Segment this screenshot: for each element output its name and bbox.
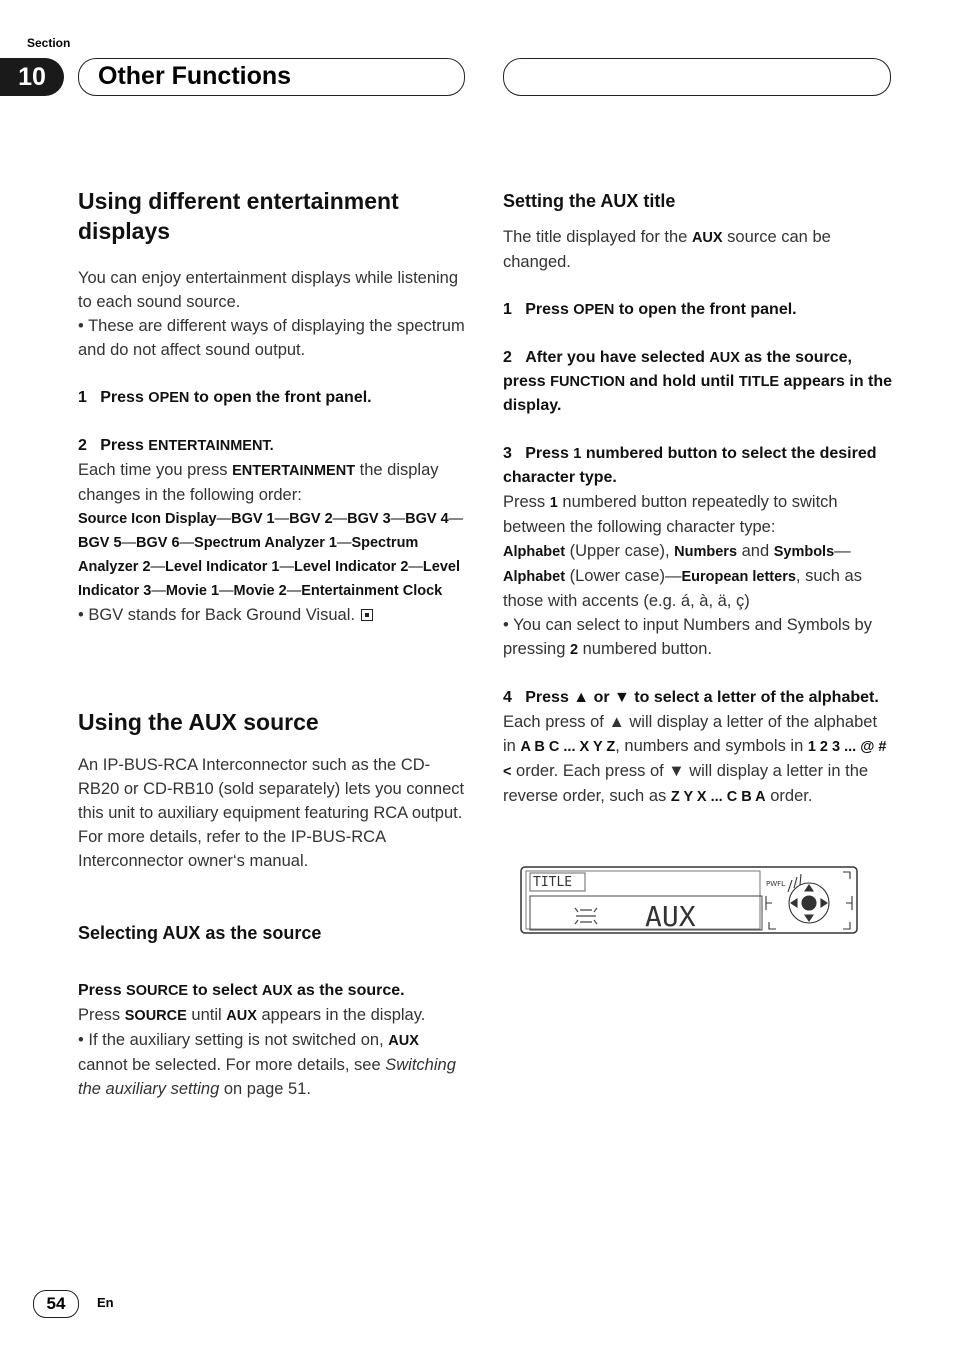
section-label: Section bbox=[27, 36, 71, 50]
sequence-separator: — bbox=[390, 511, 406, 527]
sequence-separator: — bbox=[448, 511, 464, 527]
lcd-main-text: AUX bbox=[645, 900, 696, 933]
title-step-4-body: Each press of ▲ will display a letter of the alphabet in A B C ... X Y Z, numbers and symbols in 1 2 3 ... @ # < order. Each press of ▼ will display a letter in the reverse order, such as Z Y X ... C B A order. bbox=[503, 713, 887, 805]
display-sequence bbox=[78, 507, 468, 603]
bgv-note: • BGV stands for Back Ground Visual. bbox=[78, 603, 468, 627]
aux-body: An IP-BUS-RCA Interconnector such as the CD-RB20 or CD-RB10 (sold separately) lets you connect this unit to auxiliary equipment featuring RCA output. For more details, refer to the IP-BUS-RCA Interconnector owner‘s manual. bbox=[78, 756, 465, 870]
end-mark-icon bbox=[361, 609, 373, 621]
sequence-separator: — bbox=[151, 583, 166, 599]
ent-step-2-body: Each time you press ENTERTAINMENT the display changes in the following order: bbox=[78, 461, 439, 504]
ent-step-2: 2 Press ENTERTAINMENT. bbox=[78, 437, 274, 454]
entertainment-intro: You can enjoy entertainment displays while listening to each sound source. bbox=[78, 269, 459, 311]
page-number: 54 bbox=[33, 1290, 79, 1318]
sequence-item: BGV 6 bbox=[136, 535, 180, 551]
entertainment-note: • These are different ways of displaying the spectrum and do not affect sound output. bbox=[78, 317, 465, 359]
sequence-item: BGV 4 bbox=[405, 511, 449, 527]
select-body-2: • If the auxiliary setting is not switched on, AUX cannot be selected. For more details, see Switching the auxiliary setting on page 51. bbox=[78, 1031, 456, 1098]
sequence-item: Source Icon Display bbox=[78, 511, 217, 527]
sequence-separator: — bbox=[179, 535, 195, 551]
sequence-item: Spectrum Analyzer 1 bbox=[194, 535, 337, 551]
pwfl-label: PWFL bbox=[766, 880, 786, 888]
sequence-separator: — bbox=[150, 559, 166, 575]
cross-reference-link: Switching the auxiliary setting bbox=[78, 1056, 456, 1098]
title-step-4: 4 Press ▲ or ▼ to select a letter of the alphabet. bbox=[503, 689, 879, 706]
sequence-item: Movie 1 bbox=[165, 583, 220, 599]
select-step: Press SOURCE to select AUX as the source. bbox=[78, 982, 405, 999]
sequence-separator: — bbox=[336, 535, 352, 551]
sequence-item: BGV 2 bbox=[289, 511, 333, 527]
sequence-item: BGV 1 bbox=[231, 511, 275, 527]
select-body-1: Press SOURCE until AUX appears in the display. bbox=[78, 1006, 426, 1024]
sequence-separator: — bbox=[219, 583, 234, 599]
sequence-separator: — bbox=[332, 511, 348, 527]
heading-entertainment: Using different entertainment displays bbox=[78, 188, 399, 244]
right-column bbox=[503, 189, 893, 809]
lcd-title-tag: TITLE bbox=[533, 875, 573, 890]
heading-aux-source: Using the AUX source bbox=[78, 709, 319, 735]
sequence-item: BGV 5 bbox=[78, 535, 122, 551]
heading-aux-title: Setting the AUX title bbox=[503, 191, 676, 211]
sequence-separator: — bbox=[279, 559, 294, 575]
page-title: Other Functions bbox=[98, 62, 292, 90]
title-step-3-body: Press 1 numbered button repeatedly to switch between the following character type: bbox=[503, 493, 838, 536]
sequence-item: Spectrum Analyzer 2 bbox=[78, 535, 419, 575]
sequence-separator: — bbox=[216, 511, 232, 527]
section-number-badge: 10 bbox=[0, 58, 64, 96]
lcd-display-illustration bbox=[520, 866, 858, 934]
title-step-2: 2 After you have selected AUX as the source, press FUNCTION and hold until TITLE appears in the display. bbox=[503, 349, 893, 414]
sequence-item: Level Indicator 3 bbox=[78, 559, 461, 599]
sequence-separator: — bbox=[274, 511, 290, 527]
ent-step-1: 1 Press OPEN to open the front panel. bbox=[78, 389, 372, 406]
sequence-separator: — bbox=[286, 583, 302, 599]
title-step-3-note: • You can select to input Numbers and Symbols by pressing 2 numbered button. bbox=[503, 616, 872, 658]
sequence-item: Entertainment Clock bbox=[301, 583, 443, 599]
sequence-item: BGV 3 bbox=[347, 511, 391, 527]
heading-select-aux: Selecting AUX as the source bbox=[78, 923, 322, 943]
title-intro: The title displayed for the AUX source can be changed. bbox=[503, 228, 831, 271]
title-step-3: 3 Press 1 numbered button to select the desired character type. bbox=[503, 445, 877, 486]
sequence-item: Level Indicator 1 bbox=[165, 559, 280, 575]
character-types: Alphabet (Upper case), Numbers and Symbols—Alphabet (Lower case)—European letters, such as those with accents (e.g. á, à, ä, ç) bbox=[503, 542, 862, 610]
left-column bbox=[78, 186, 468, 1101]
title-step-1: 1 Press OPEN to open the front panel. bbox=[503, 301, 797, 318]
header-empty-frame bbox=[503, 58, 891, 96]
sequence-separator: — bbox=[408, 559, 423, 575]
sequence-item: Movie 2 bbox=[233, 583, 287, 599]
language-label: En bbox=[97, 1295, 114, 1310]
sequence-separator: — bbox=[121, 535, 137, 551]
sequence-item: Level Indicator 2 bbox=[293, 559, 409, 575]
